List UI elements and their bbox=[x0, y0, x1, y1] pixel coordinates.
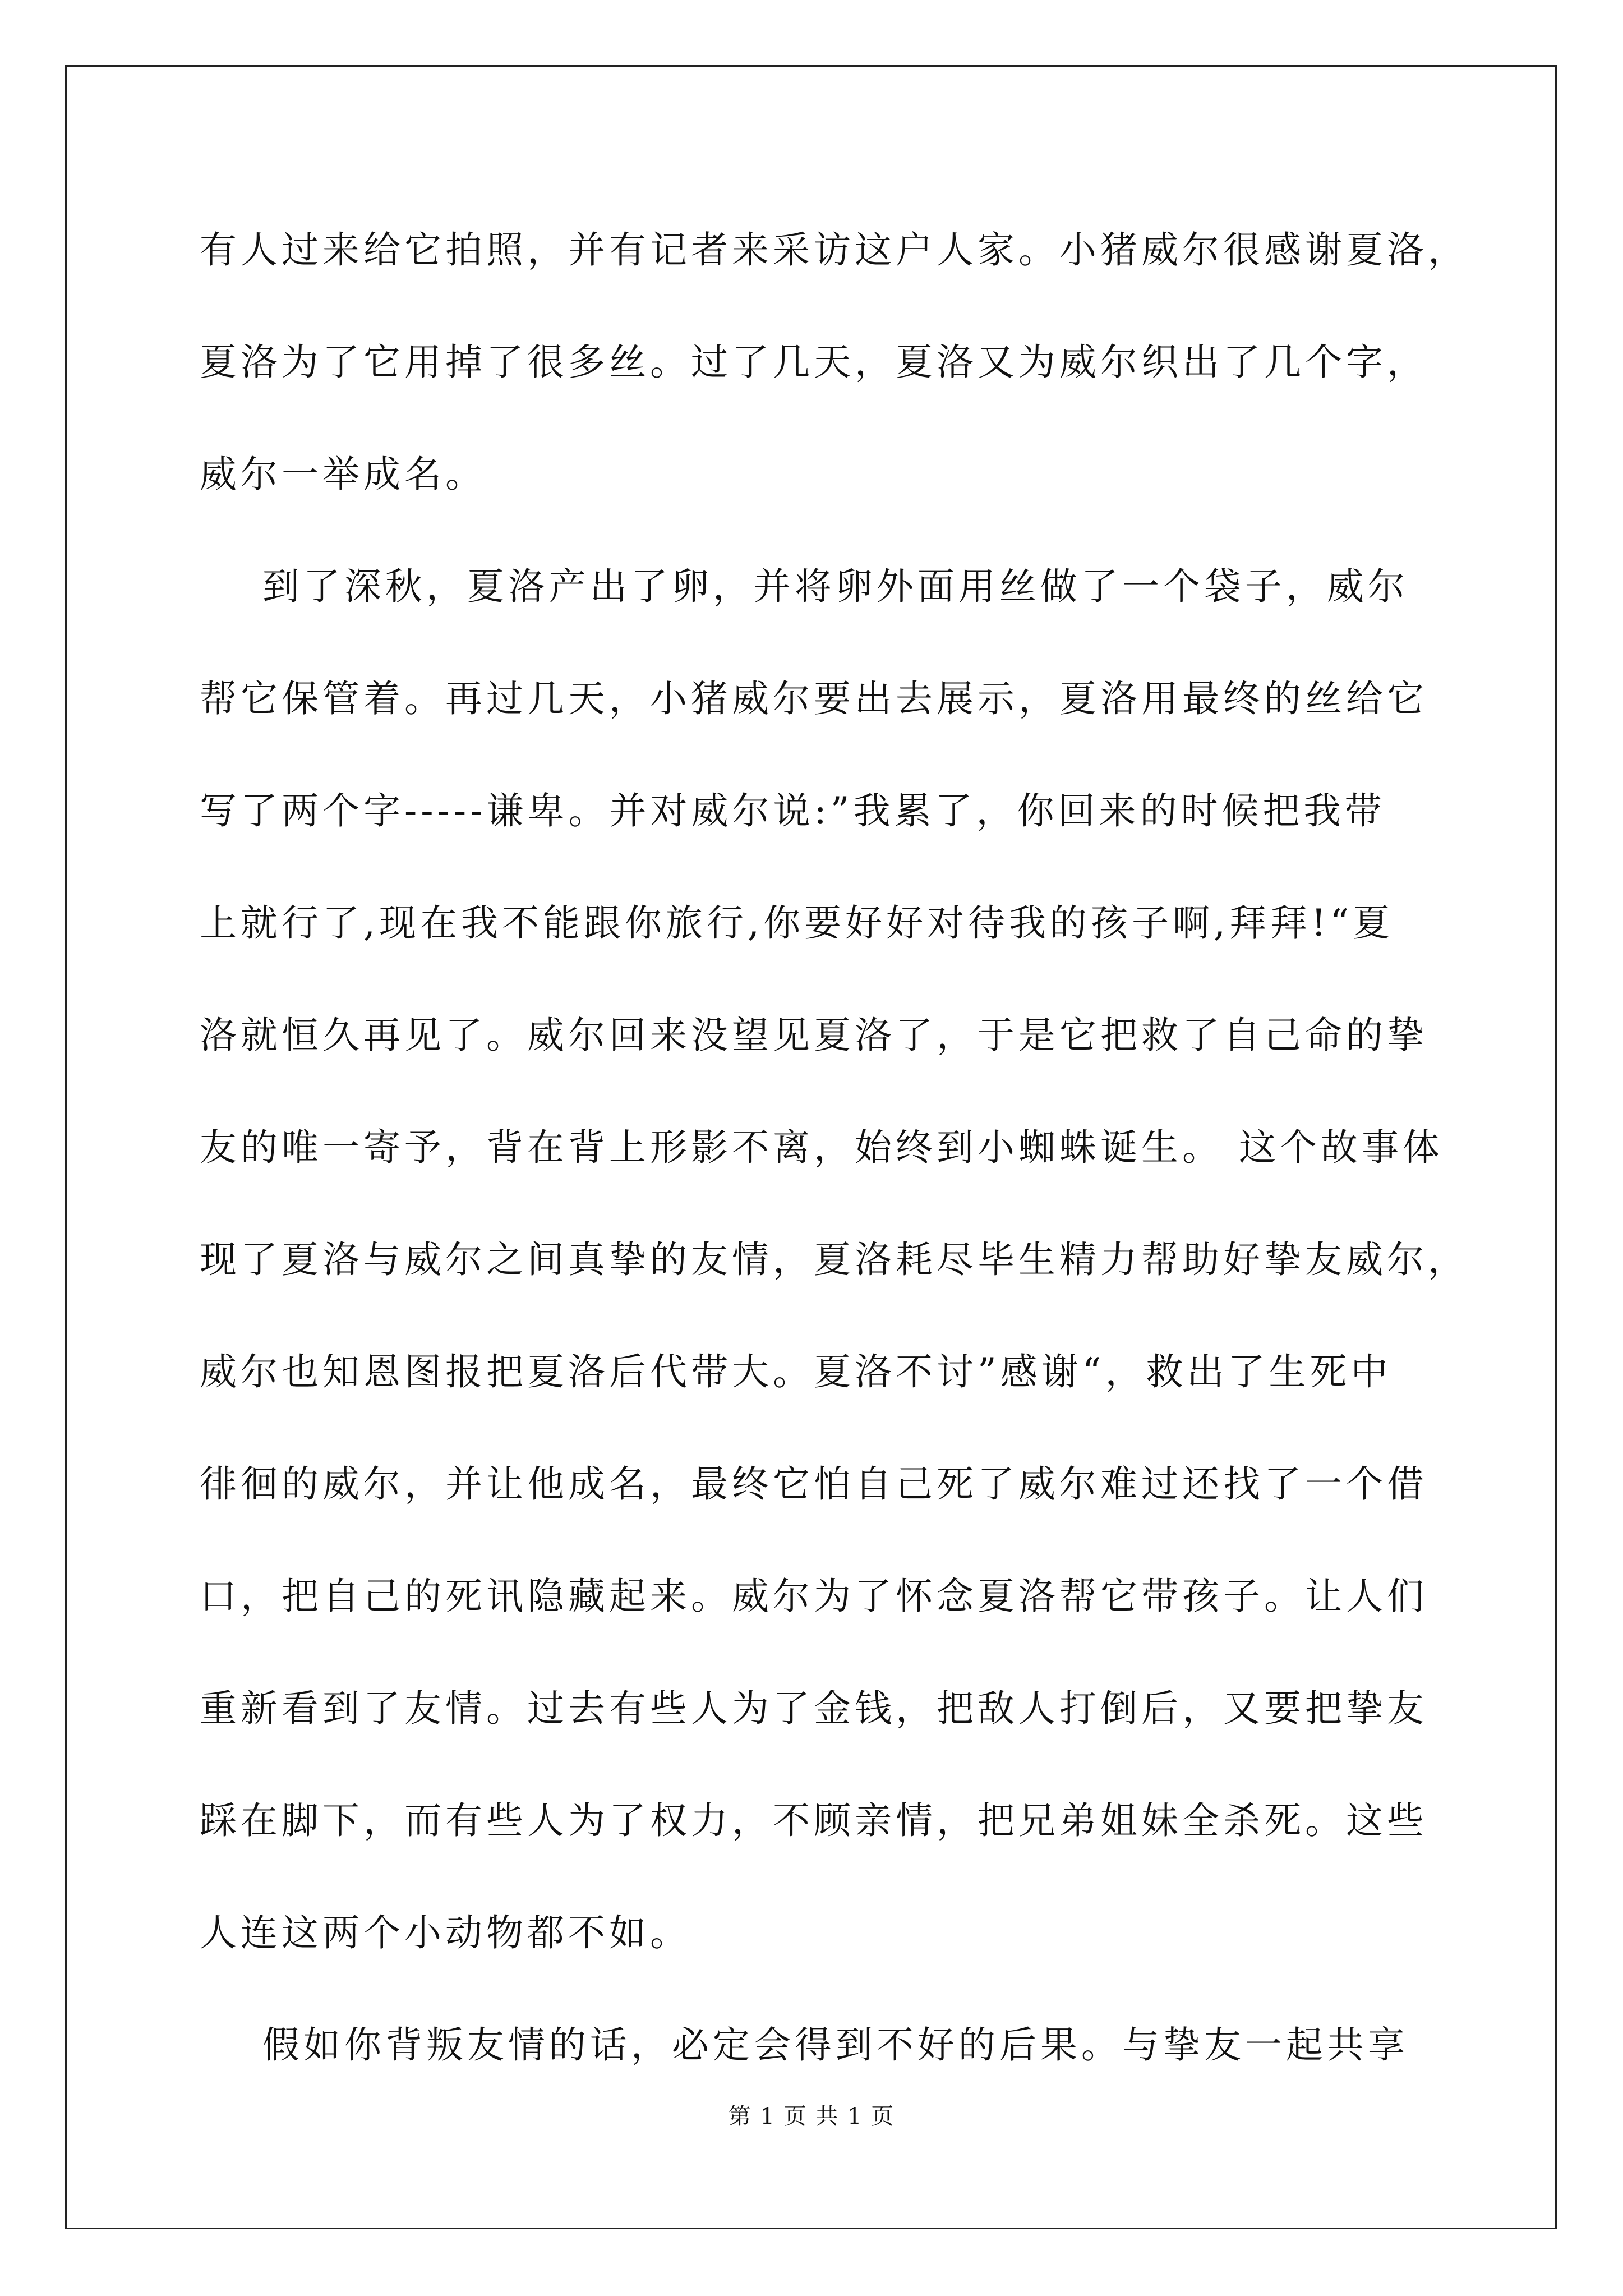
text-line: 写了两个字-----谦卑。并对威尔说:”我累了，你回来的时候把我带 bbox=[200, 789, 1386, 832]
text-line: 假如你背叛友情的话，必定会得到不好的后果。与挚友一起共享 bbox=[200, 2023, 1409, 2067]
text-line: 上就行了,现在我不能跟你旅行,你要好好对待我的孩子啊,拜拜!“夏 bbox=[200, 901, 1394, 945]
text-line: 友的唯一寄予，背在背上形影不离，始终到小蜘蛛诞生。 这个故事体 bbox=[200, 1126, 1444, 1169]
text-line: 帮它保管着。再过几天，小猪威尔要出去展示，夏洛用最终的丝给它 bbox=[200, 677, 1428, 720]
text-line: 威尔一举成名。 bbox=[200, 453, 486, 496]
text-line: 有人过来给它拍照，并有记者来采访这户人家。小猪威尔很感谢夏洛， bbox=[200, 228, 1469, 272]
text-line: 重新看到了友情。过去有些人为了金钱，把敌人打倒后，又要把挚友 bbox=[200, 1687, 1428, 1730]
text-line: 到了深秋，夏洛产出了卵，并将卵外面用丝做了一个袋子，威尔 bbox=[200, 565, 1409, 608]
text-line: 夏洛为了它用掉了很多丝。过了几天，夏洛又为威尔织出了几个字， bbox=[200, 341, 1428, 384]
text-line: 现了夏洛与威尔之间真挚的友情，夏洛耗尽毕生精力帮助好挚友威尔， bbox=[200, 1238, 1469, 1281]
document-body bbox=[200, 194, 1469, 2101]
text-line: 徘徊的威尔，并让他成名，最终它怕自己死了威尔难过还找了一个借 bbox=[200, 1462, 1428, 1506]
text-line: 威尔也知恩图报把夏洛后代带大。夏洛不讨”感谢“，救出了生死中 bbox=[200, 1350, 1392, 1393]
text-line: 人连这两个小动物都不如。 bbox=[200, 1911, 691, 1954]
page-footer: 第 1 页 共 1 页 bbox=[728, 2104, 895, 2129]
text-line: 洛就恒久再见了。威尔回来没望见夏洛了，于是它把救了自己命的挚 bbox=[200, 1014, 1428, 1057]
text-line: 踩在脚下，而有些人为了权力，不顾亲情，把兄弟姐妹全杀死。这些 bbox=[200, 1799, 1428, 1842]
text-line: 口，把自己的死讯隐藏起来。威尔为了怀念夏洛帮它带孩子。让人们 bbox=[200, 1575, 1428, 1618]
